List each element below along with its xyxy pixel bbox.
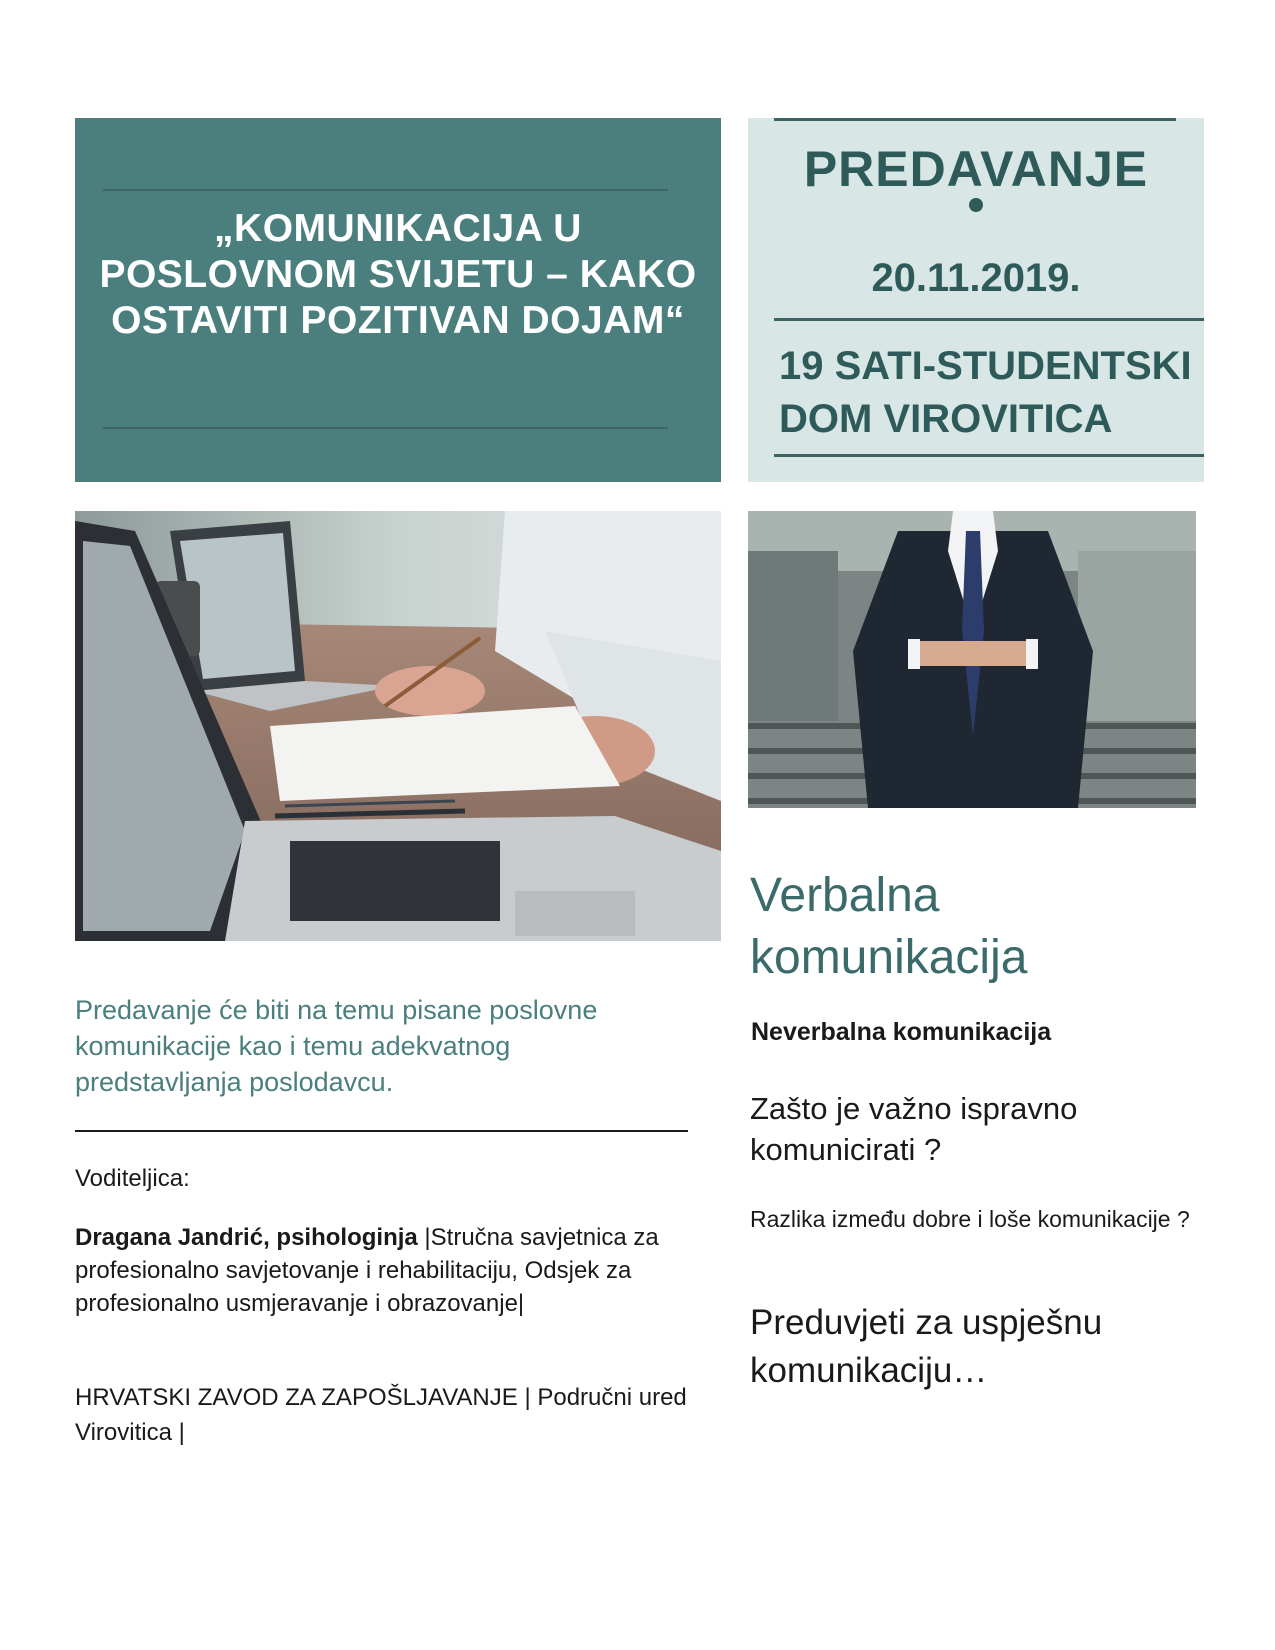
- section-divider: [75, 1130, 688, 1132]
- event-top-rule: [774, 118, 1176, 121]
- lecturer-name: Dragana Jandrić, psihologinja: [75, 1224, 418, 1251]
- businessman-photo: [748, 511, 1196, 808]
- organization-office: HRVATSKI ZAVOD ZA ZAPOŠLJAVANJE | Područni ured Virovitica |: [75, 1384, 687, 1446]
- lecture-title: „KOMUNIKACIJA U POSLOVNOM SVIJETU – KAKO OSTAVITI POZITIVAN DOJAM“: [99, 207, 697, 342]
- event-info-panel: [748, 118, 1204, 482]
- topic-verbal: Verbalna komunikacija: [750, 869, 1028, 984]
- title-banner: [75, 118, 721, 482]
- lecture-description: Predavanje će biti na temu pisane poslovne komunikacije kao i temu adekvatnog predstavljanja poslodavcu.: [75, 995, 598, 1097]
- lecturer-bio: [75, 1221, 695, 1320]
- lead-label: Voditeljica:: [75, 1165, 190, 1192]
- event-middle-rule: [774, 318, 1204, 321]
- event-bottom-rule: [774, 454, 1204, 457]
- office-meeting-photo: [75, 511, 721, 941]
- topic-difference: Razlika između dobre i loše komunikacije ?: [750, 1206, 1190, 1232]
- topic-why: Zašto je važno ispravno komunicirati ?: [750, 1091, 1078, 1167]
- title-top-rule: [103, 189, 668, 191]
- topic-prerequisites: Preduvjeti za uspješnu komunikaciju…: [750, 1303, 1103, 1390]
- event-label: PREDAVANJE: [803, 141, 1149, 197]
- event-time-place: 19 SATI-STUDENTSKI DOM VIROVITICA: [779, 344, 1192, 441]
- event-date: 20.11.2019.: [871, 256, 1081, 300]
- topic-nonverbal: Neverbalna komunikacija: [751, 1018, 1052, 1046]
- title-bottom-rule: [103, 427, 668, 429]
- lecturer-role: |Stručna savjetnica za profesionalno savjetovanje i rehabilitaciju, Odsjek za profesionalno usmjeravanje i obrazovanje|: [75, 1224, 659, 1317]
